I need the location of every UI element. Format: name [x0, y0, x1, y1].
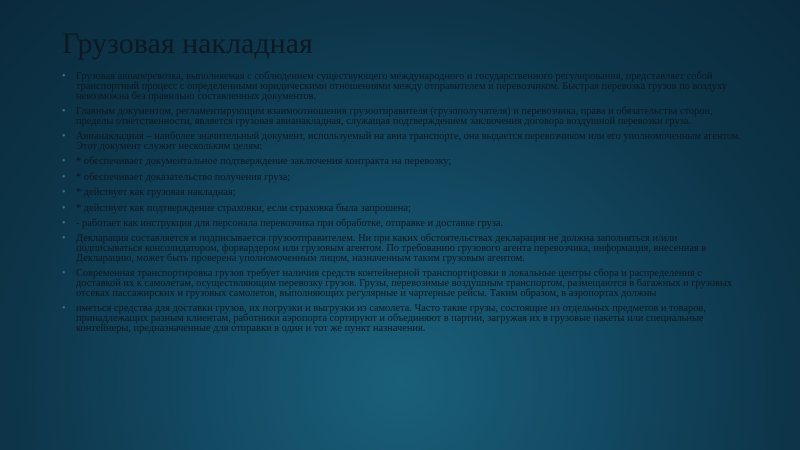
bullet-text: * обеспечивает доказательство получения груза;: [76, 171, 291, 183]
bullet-text: * действует как подтверждение страховки, если страховка была запрошена;: [76, 202, 411, 214]
bullet-item-2: [62, 107, 742, 127]
bullet-marker: •: [62, 105, 66, 117]
bullet-item-3: [62, 132, 742, 152]
bullet-item-5: [62, 173, 742, 183]
bullet-marker: •: [62, 202, 66, 214]
bullet-marker: •: [62, 187, 66, 199]
bullet-marker: •: [62, 233, 66, 245]
bullet-text: Авианакладная – наиболее значительный документ, используемый на авиа транспорте, она выдается перевозчиком или его уполномоченным агентом. Этот документ служит нескольким целям:: [76, 131, 742, 152]
bullet-marker: •: [62, 171, 66, 183]
bullet-item-1: [62, 72, 742, 101]
slide-title: Грузовая накладная: [62, 27, 313, 60]
bullet-item-11: [62, 304, 742, 333]
bullet-text: Грузовая авиаперевозка, выполняемая с соблюдением существующего международного и государственного регулирования, представляет собой транспортный процесс с определенными юридическими отношениями между отправителем и перевозчиком. Быстрая перевозка грузов по воздуху невозможна без правильно составленных документов.: [76, 71, 727, 102]
bullet-item-8: [62, 219, 742, 229]
bullet-text: * действует как грузовая накладная;: [76, 187, 236, 199]
bullet-item-10: [62, 269, 742, 298]
bullet-text: Декларация составляется и подписывается грузоотправителем. Ни при каких обстоятельствах декларация не должна заполняться и/или подписываться консолидатором, форвардером или грузовым агентом. По требованию грузового агента перевозчика, информация, внесенная в Декларацию, может быть проверена уполномоченным лицом, назначенным таким грузовым агентом.: [76, 233, 707, 264]
bullet-list: [62, 72, 742, 339]
bullet-marker: •: [62, 217, 66, 229]
bullet-item-4: [62, 157, 742, 167]
bullet-item-7: [62, 204, 742, 214]
bullet-text: - работает как инструкция для персонала перевозчика при обработке, отправке и доставке груза.: [76, 217, 504, 229]
bullet-marker: •: [62, 303, 66, 315]
bullet-marker: •: [62, 268, 66, 280]
bullet-item-6: [62, 188, 742, 198]
bullet-text: иметься средства для доставки грузов, их погрузки и выгрузки из самолета. Часто такие грузы, состоящие из отдельных предметов и товаров, принадлежащих разным клиентам, работники аэропорта сортируют и объединяют в партии, загружая их в грузовые пакеты или специальные контейнеры, предназначенные для отправки в один и тот же пункт назначения.: [76, 303, 706, 334]
bullet-text: Современная транспортировка грузов требует наличия средств контейнерной транспортировки в локальные центры сбора и распределения с доставкой их к самолетам, осуществляющим перевозку грузов. Грузы, перевозимые воздушным транспортом, размещаются в багажных и грузовых отсеках пассажирских и грузовых самолетов, выполняющих регулярные и чартерные рейсы. Таким образом, в аэропортах должны: [76, 268, 733, 299]
bullet-marker: •: [62, 131, 66, 143]
bullet-item-9: [62, 234, 742, 263]
bullet-marker: •: [62, 71, 66, 82]
bullet-text: Главным документом, регламентирующим взаимоотношения грузоотправителя (грузополучателя) и перевозчика, права и обязательства сторон, пределы ответственности, является грузовая авианакладная, служащая подтверждением заключения договора воздушной перевозки груза.: [76, 105, 713, 127]
bullet-marker: •: [62, 156, 66, 168]
bullet-text: * обеспечивает документальное подтверждение заключения контракта на перевозку;: [76, 156, 452, 168]
